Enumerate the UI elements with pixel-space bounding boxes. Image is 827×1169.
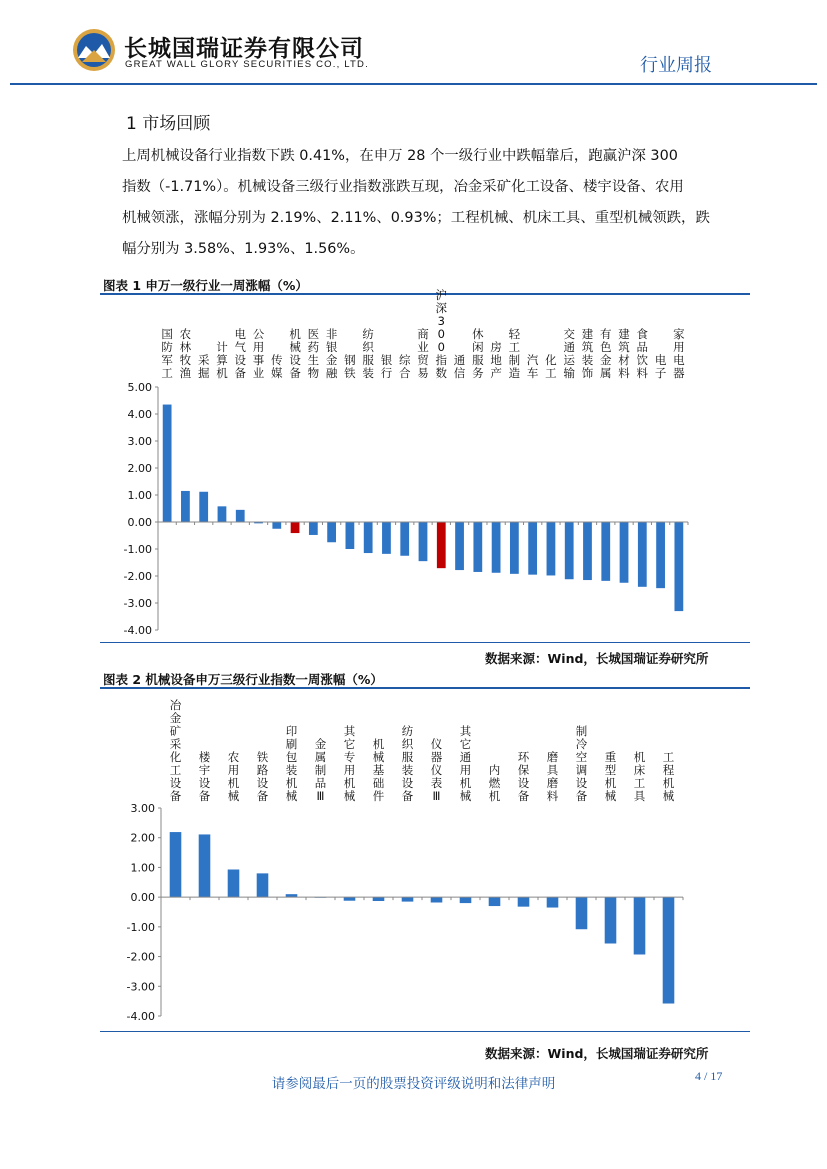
fig1-category-label: 医药生物	[307, 327, 320, 380]
fig1-bar	[528, 522, 537, 575]
fig2-bar	[489, 897, 501, 906]
fig2-category-label: 金属制品 Ⅲ	[314, 737, 327, 803]
fig1-category-label: 计算机	[216, 340, 228, 380]
fig2-category-label: 机床工具	[633, 750, 646, 803]
fig1-bar	[492, 522, 501, 573]
fig2-category-label: 仪器仪表 Ⅲ	[430, 737, 443, 803]
fig1-bar	[638, 522, 647, 587]
fig1-category-label: 传媒	[271, 353, 283, 380]
fig1-category-label: 化工	[545, 353, 557, 380]
fig2-category-label: 印刷包装机械	[285, 724, 298, 803]
fig1-category-label: 轻工制造	[508, 327, 521, 380]
page-header	[0, 0, 827, 90]
fig1-bar	[583, 522, 592, 580]
fig2-bar	[663, 897, 675, 1003]
fig1-y-tick-label: -2.00	[123, 570, 152, 583]
fig1-category-label: 有色金属	[600, 327, 612, 380]
fig1-category-label: 银行	[380, 353, 393, 380]
fig2-y-tick-label: 2.00	[130, 831, 155, 845]
fig1-bar	[547, 522, 556, 575]
fig1-bar	[272, 522, 281, 529]
fig2-category-label: 冶金矿采化工设备	[169, 698, 182, 803]
fig2-bar	[228, 870, 240, 898]
paragraph-line: 上周机械设备行业指数下跌 0.41%，在申万 28 个一级行业中跌幅靠后，跑赢沪深 300	[122, 148, 678, 164]
fig2-bar	[634, 897, 646, 954]
figure1-title: 图表 1 申万一级行业一周涨幅（%）	[103, 278, 308, 293]
fig1-category-label: 交通运输	[563, 327, 575, 380]
fig1-category-label: 食品饮料	[636, 327, 649, 380]
fig1-bar	[309, 522, 318, 535]
fig1-bar	[364, 522, 373, 553]
fig1-category-label: 建筑材料	[618, 327, 630, 380]
fig1-category-label: 汽车	[526, 353, 539, 380]
fig2-bar	[373, 897, 385, 901]
paragraph-line: 幅分别为 3.58%、1.93%、1.56%。	[122, 241, 365, 257]
fig2-y-tick-label: -3.00	[126, 980, 155, 994]
fig1-category-label: 纺织服装	[362, 327, 374, 380]
fig1-bar	[382, 522, 391, 554]
company-logo-icon	[72, 28, 116, 72]
fig2-y-tick-label: 1.00	[130, 861, 155, 875]
fig1-category-label: 国防军工	[161, 327, 173, 380]
fig1-category-label: 商业贸易	[417, 327, 429, 380]
section-title: 1 市场回顾	[126, 114, 211, 134]
fig2-y-tick-label: -4.00	[126, 1010, 155, 1023]
company-name-en: GREAT WALL GLORY SECURITIES CO., LTD.	[125, 59, 369, 70]
fig2-bar	[402, 897, 414, 901]
fig2-bar	[199, 834, 211, 897]
figure1-top-rule	[100, 293, 750, 295]
document-type: 行业周报	[640, 55, 712, 76]
fig1-category-label: 通信	[453, 353, 466, 380]
figure2-bottom-rule	[100, 1031, 750, 1032]
fig1-bar	[620, 522, 629, 583]
fig2-bar	[344, 897, 356, 901]
fig1-bar	[601, 522, 610, 581]
fig1-bar	[400, 522, 409, 556]
fig2-y-tick-label: 3.00	[130, 802, 155, 815]
fig2-bar	[460, 897, 472, 903]
fig1-category-label: 农林牧渔	[179, 327, 192, 380]
fig1-bar	[218, 506, 227, 522]
fig2-category-label: 环保设备	[517, 750, 530, 803]
fig2-bar	[170, 832, 182, 897]
fig1-category-label: 采掘	[197, 353, 210, 380]
market-review-paragraph	[122, 141, 744, 265]
fig1-category-label: 钢铁	[344, 353, 356, 380]
fig1-y-tick-label: 0.00	[127, 516, 152, 529]
fig2-category-label: 重型机械	[604, 750, 617, 803]
fig2-category-label: 制冷空调设备	[575, 724, 588, 803]
fig1-category-label: 公用事业	[252, 327, 265, 380]
fig1-bar	[327, 522, 336, 542]
footer-disclaimer: 请参阅最后一页的股票投资评级说明和法律声明	[271, 1076, 556, 1092]
fig1-bar	[473, 522, 482, 572]
fig1-category-label: 机械设备	[289, 327, 301, 380]
fig1-y-tick-label: -4.00	[123, 624, 152, 637]
fig1-category-label: 非银金融	[325, 327, 338, 380]
fig1-y-tick-label: 4.00	[127, 408, 152, 421]
fig2-bar	[547, 897, 559, 907]
fig1-category-label: 建筑装饰	[581, 327, 594, 380]
fig2-category-label: 农用机械	[227, 750, 240, 803]
figure2-title: 图表 2 机械设备申万三级行业指数一周涨幅（%）	[103, 672, 383, 687]
fig1-bar	[510, 522, 519, 574]
fig2-category-label: 磨具磨料	[546, 750, 559, 803]
fig1-bar	[163, 405, 172, 522]
figure1-bottom-rule	[100, 642, 750, 643]
fig2-y-tick-label: -1.00	[126, 920, 155, 934]
fig1-category-label: 电子	[654, 353, 667, 380]
header-divider	[10, 83, 817, 85]
fig1-category-label: 电气设备	[234, 327, 246, 380]
fig1-bar	[455, 522, 464, 570]
fig2-bar	[605, 897, 617, 943]
fig2-y-tick-label: -2.00	[126, 950, 155, 964]
fig2-category-label: 铁路设备	[256, 750, 269, 803]
figure1-source: 数据来源：Wind，长城国瑞证券研究所	[485, 651, 709, 666]
company-name-cn: 长城国瑞证券有限公司	[124, 36, 364, 62]
fig2-bar	[257, 873, 269, 897]
fig1-category-label: 休闲服务	[472, 327, 484, 380]
fig1-y-tick-label: 5.00	[127, 381, 152, 394]
paragraph-line: 机械领涨，涨幅分别为 2.19%、2.11%、0.93%；工程机械、机床工具、重型机械领跌，跌	[122, 210, 710, 226]
fig1-category-label: 家用电器	[673, 327, 685, 380]
fig2-category-label: 楼宇设备	[198, 750, 211, 803]
figure2-top-rule	[100, 687, 750, 689]
fig2-bar	[518, 897, 530, 907]
fig1-bar	[181, 491, 190, 522]
fig1-bar	[437, 522, 446, 568]
fig1-bar	[656, 522, 665, 588]
fig1-bar	[565, 522, 574, 579]
figure2-source: 数据来源：Wind，长城国瑞证券研究所	[485, 1046, 709, 1061]
fig1-y-tick-label: -3.00	[123, 597, 152, 610]
paragraph-line: 指数（-1.71%）。机械设备三级行业指数涨跌互现，冶金采矿化工设备、楼宇设备、农用	[122, 179, 684, 195]
fig1-category-label: 综合	[398, 353, 411, 380]
fig1-category-label: 房地产	[490, 340, 502, 380]
fig2-bar	[431, 897, 443, 902]
fig2-category-label: 工程机械	[662, 750, 675, 803]
fig1-bar	[419, 522, 428, 561]
fig2-category-label: 内燃机	[488, 763, 501, 803]
figure1-chart	[100, 288, 750, 637]
fig2-category-label: 机械基础件	[372, 737, 385, 803]
fig2-category-label: 其它专用机械	[343, 724, 356, 803]
fig2-y-tick-label: 0.00	[130, 891, 155, 905]
fig2-category-label: 纺织服装设备	[401, 724, 414, 803]
fig1-y-tick-label: 3.00	[127, 435, 152, 448]
fig1-bar	[199, 492, 208, 522]
fig1-y-tick-label: 1.00	[127, 489, 152, 502]
fig1-bar	[346, 522, 355, 549]
fig1-y-tick-label: 2.00	[127, 462, 152, 475]
fig1-bar	[674, 522, 683, 611]
fig1-category-label: 沪深 3 0 0 指数	[435, 288, 448, 380]
fig2-category-label: 其它通用机械	[459, 724, 472, 803]
fig1-bar	[236, 510, 245, 522]
fig1-bar	[291, 522, 300, 533]
fig2-bar	[576, 897, 588, 929]
page-number: 4 / 17	[695, 1069, 723, 1083]
figure2-chart	[100, 690, 750, 1025]
fig1-y-tick-label: -1.00	[123, 543, 152, 556]
